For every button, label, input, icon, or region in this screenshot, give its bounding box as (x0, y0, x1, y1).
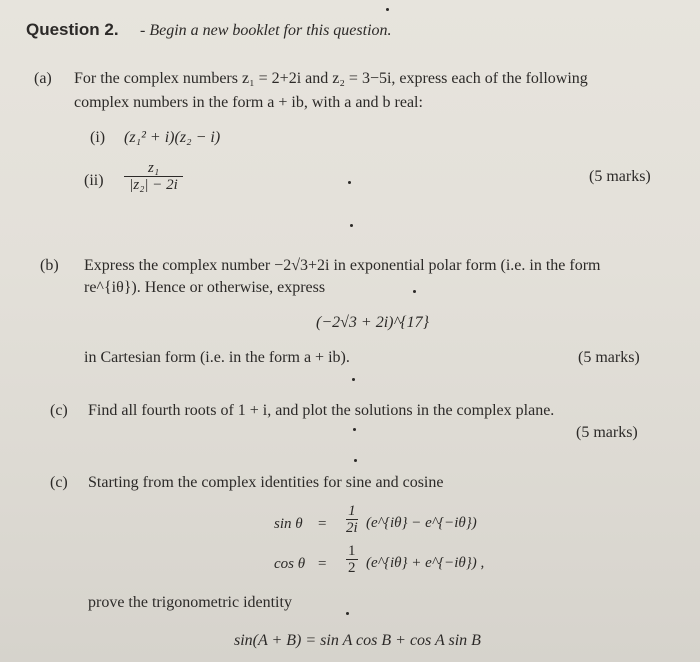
part-c1-label: (c) (50, 402, 68, 419)
part-a-marks: (5 marks) (589, 168, 651, 185)
sin-equals: = (318, 516, 327, 532)
part-b-marks: (5 marks) (578, 349, 640, 366)
part-c2-line1: Starting from the complex identities for sine and cosine (88, 474, 444, 491)
part-c1-marks: (5 marks) (576, 424, 638, 441)
part-b-label: (b) (40, 257, 59, 274)
cos-rhs: (e^{iθ} + e^{−iθ}) , (366, 555, 485, 571)
part-a-item-ii-denominator: |z₂| − 2i (129, 177, 178, 193)
part-a-line2: complex numbers in the form a + ib, with a and b real: (74, 94, 423, 111)
part-a-label: (a) (34, 70, 52, 87)
part-a-item-ii-label: (ii) (84, 172, 104, 189)
part-b-line2: re^{iθ}). Hence or otherwise, express (84, 279, 326, 296)
stray-mark (348, 181, 351, 184)
part-b-expression: (−2√3 + 2i)^{17} (316, 314, 430, 331)
question-title: Question 2. (26, 20, 119, 39)
cos-lhs: cos θ (274, 556, 306, 572)
stray-mark (354, 459, 357, 462)
part-a-item-ii-numerator: z₁ (124, 160, 183, 177)
stray-mark (386, 8, 389, 11)
part-a-item-ii-fraction (124, 160, 183, 193)
stray-mark (350, 224, 353, 227)
stray-mark (346, 612, 349, 615)
stray-mark (353, 428, 356, 431)
stray-mark (352, 378, 355, 381)
part-a-item-i-label: (i) (90, 129, 106, 146)
sin-fraction (346, 503, 358, 536)
part-b-line3: in Cartesian form (i.e. in the form a + ib). (84, 349, 350, 366)
cos-fraction (346, 543, 358, 576)
part-b-line1: Express the complex number −2√3+2i in exponential polar form (i.e. in the form (84, 257, 601, 274)
cos-fraction-numerator: 1 (348, 543, 356, 559)
cos-fraction-denominator: 2 (348, 560, 356, 576)
sin-fraction-denominator: 2i (346, 520, 358, 536)
part-a-item-i-expression: (z₁² + i)(z₂ − i) (124, 129, 221, 146)
part-c2-label: (c) (50, 474, 68, 491)
sin-rhs: (e^{iθ} − e^{−iθ}) (366, 515, 477, 531)
trig-identity: sin(A + B) = sin A cos B + cos A sin B (234, 632, 481, 649)
sin-lhs: sin θ (274, 516, 303, 532)
part-c1-line1: Find all fourth roots of 1 + i, and plot the solutions in the complex plane. (88, 402, 555, 419)
part-a-line1: For the complex numbers z₁ = 2+2i and z₂ = 3−5i, express each of the following (74, 70, 588, 87)
sin-fraction-numerator: 1 (348, 503, 356, 519)
question-instruction: - Begin a new booklet for this question. (140, 22, 392, 39)
part-c2-line2: prove the trigonometric identity (88, 594, 292, 611)
stray-mark (413, 290, 416, 293)
cos-equals: = (318, 556, 327, 572)
